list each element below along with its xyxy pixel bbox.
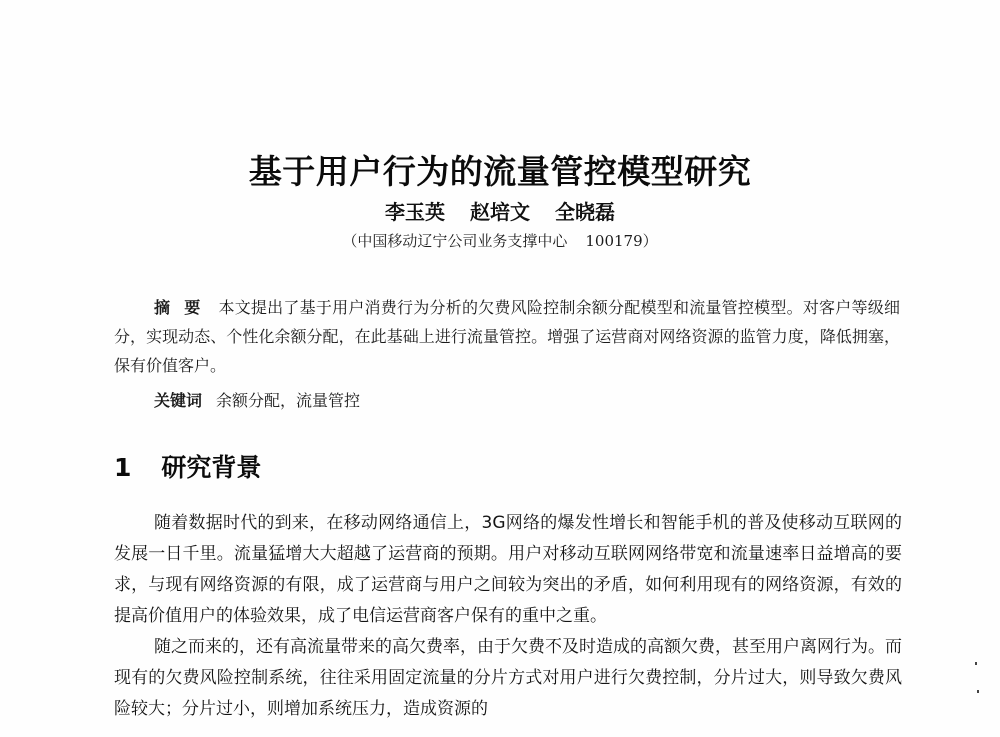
body-text xyxy=(114,508,902,725)
paragraph: 随着数据时代的到来，在移动网络通信上，3G网络的爆发性增长和智能手机的普及使移动互联网的发展一日千里。流量猛增大大超越了运营商的预期。用户对移动互联网网络带宽和流量速率日益增高的要求，与现有网络资源的有限，成了运营商与用户之间较为突出的矛盾，如何利用现有的网络资源，有效的提高价值用户的体验效果，成了电信运营商客户保有的重中之重。 xyxy=(114,513,902,626)
section-number: 1 xyxy=(114,453,132,482)
abstract-label: 摘要 xyxy=(154,298,215,317)
affiliation-org: （中国移动辽宁公司业务支撑中心 xyxy=(342,232,568,250)
keywords-label: 关键词 xyxy=(154,391,203,410)
author-name: 李玉英 xyxy=(385,200,446,224)
section-title: 研究背景 xyxy=(161,453,262,482)
author-name: 赵培文 xyxy=(470,200,530,224)
affiliation-postcode: 100179） xyxy=(585,232,658,250)
author-list xyxy=(0,196,1000,225)
abstract-text: 本文提出了基于用户消费行为分析的欠费风险控制余额分配模型和流量管控模型。对客户等级细分，实现动态、个性化余额分配，在此基础上进行流量管控。增强了运营商对网络资源的监管力度，降低拥塞，保有价值客户。 xyxy=(114,298,900,375)
scan-speck xyxy=(975,662,977,665)
abstract xyxy=(114,293,900,380)
keywords-text: 余额分配，流量管控 xyxy=(216,391,361,410)
keywords xyxy=(154,388,360,411)
paper-title: 基于用户行为的流量管控模型研究 xyxy=(248,152,752,191)
affiliation xyxy=(0,230,1000,251)
paragraph: 随之而来的，还有高流量带来的高欠费率，由于欠费不及时造成的高额欠费，甚至用户离网行为。而现有的欠费风险控制系统，往往采用固定流量的分片方式对用户进行欠费控制，分片过大，则导致欠费风险较大；分片过小，则增加系统压力，造成资源的 xyxy=(114,637,902,719)
section-heading xyxy=(114,448,261,484)
author-name: 全晓磊 xyxy=(554,200,615,224)
scan-speck xyxy=(977,690,979,693)
